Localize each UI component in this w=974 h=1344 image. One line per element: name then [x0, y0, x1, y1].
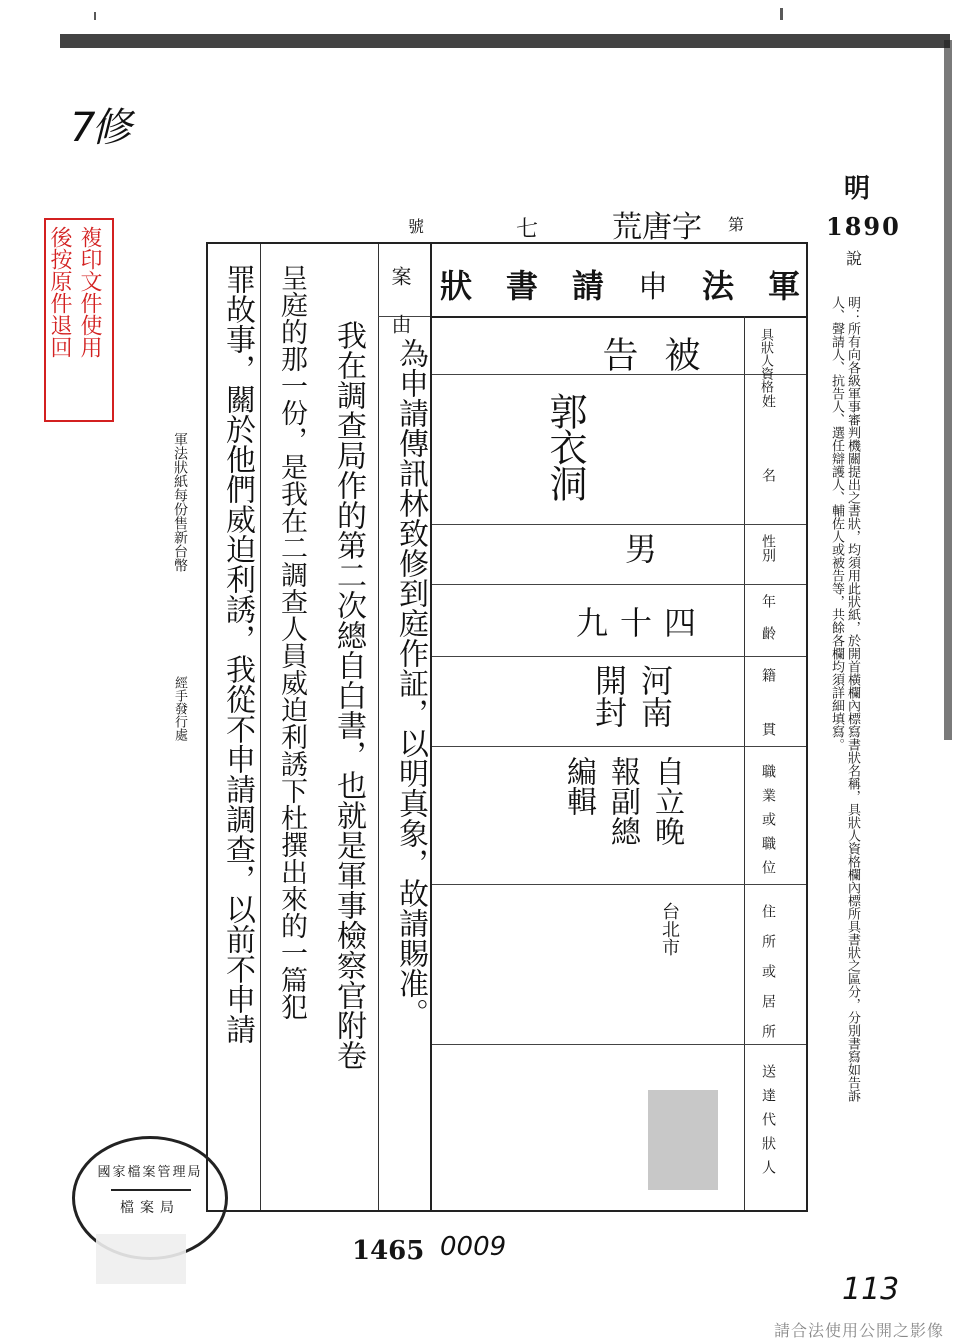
title-divider	[430, 316, 806, 318]
handwritten-mark: 7修	[70, 105, 128, 151]
person-address: 台北市	[659, 902, 680, 956]
red-stamp	[44, 218, 114, 422]
label-age: 年齡	[760, 594, 776, 658]
body-line-1: 我在調查局作的第二次總自白書，也就是軍事檢察官附卷	[331, 320, 366, 1070]
role-char-1: 被	[659, 336, 700, 372]
label-occupation: 職業或職位	[760, 764, 776, 884]
margin-note-price: 軍法狀紙每份售新台幣	[172, 432, 188, 572]
label-service: 送達代狀人	[760, 1064, 776, 1184]
body-line-3: 罪故事，關於他們威迫利誘，我從不申請調查，以前不申請	[220, 264, 255, 1044]
header-explain-text: 明：所有向各級軍事審判機關提出之書狀，均須用此狀紙，於開首橫欄內標寫書狀名稱，具狀人資格欄內標所具書狀之區分，分別書寫如告訴人、聲請人、抗告人、選任辯護人、輔佐人或被告等，共餘各欄均須詳細填寫。	[829, 296, 860, 1102]
red-stamp-line-2: 後按原件退回	[47, 226, 72, 358]
person-name: 郭衣洞	[543, 392, 587, 500]
row-line-3	[432, 584, 806, 585]
header-top-mark: 明	[844, 174, 871, 204]
row-line-4	[432, 656, 806, 657]
title-char-1: 軍	[767, 267, 800, 305]
row-line-6	[432, 884, 806, 885]
header-seven: 七	[516, 217, 539, 242]
scan-bar-top	[60, 34, 950, 48]
title-char-4: 請	[572, 267, 605, 305]
scan-dots-1	[94, 12, 96, 20]
title-char-3: 申	[638, 270, 668, 305]
role-char-2: 告	[597, 336, 638, 372]
petition-form	[206, 242, 808, 1212]
divider-subject-right2	[430, 244, 432, 1210]
divider-subject-right	[378, 244, 379, 1210]
scan-edge-top	[0, 0, 974, 30]
license-notice: 請合法使用公開之影像	[774, 1321, 945, 1340]
circle-stamp-inner-text: 檔案局	[120, 1200, 180, 1216]
stamp-watermark-box	[96, 1234, 186, 1284]
label-address: 住所或居所	[760, 904, 776, 1054]
header-hao: 號	[408, 217, 425, 236]
label-origin: 籍貫	[760, 668, 776, 776]
person-occupation: 自立晚報副總編輯	[561, 756, 684, 846]
label-qualification: 具狀人資格	[758, 328, 773, 393]
folio-number: 113	[842, 1272, 900, 1307]
label-name: 姓名	[760, 394, 776, 542]
person-age: 四十九	[576, 604, 709, 642]
circle-stamp-outer-text: 國家檔案管理局	[97, 1165, 203, 1180]
handwritten-page: 0009	[440, 1232, 507, 1262]
header-number: 1890	[826, 212, 901, 241]
person-origin: 河南開封	[590, 664, 674, 728]
scan-dots-2	[780, 8, 783, 20]
divider-label-column	[744, 316, 745, 1210]
header-explain-label: 說	[846, 249, 863, 268]
header-word-handwritten: 荒唐字	[612, 210, 702, 245]
subject-text: 為申請傳訊林致修到庭作証，以明真象，故請賜准。	[393, 338, 428, 1028]
subject-label: 案由	[388, 266, 412, 362]
circle-stamp-bar	[111, 1189, 191, 1191]
form-title	[440, 258, 800, 310]
scan-bar-right	[944, 40, 952, 740]
row-line-2	[432, 524, 806, 525]
title-char-5: 書	[506, 267, 539, 305]
row-line-7	[432, 1044, 806, 1045]
person-sex: 男	[620, 532, 658, 564]
margin-note-issuer: 經手發行處	[172, 676, 187, 741]
row-line-1	[432, 374, 806, 375]
page-number: 1465	[352, 1236, 425, 1266]
title-char-2: 法	[701, 267, 734, 305]
title-char-6: 狀	[440, 267, 473, 305]
red-stamp-line-1: 複印文件使用	[77, 226, 102, 358]
service-scribble	[648, 1090, 718, 1190]
body-line-2: 呈庭的那一份，是我在二調查人員威迫利誘下杜撰出來的一篇犯	[276, 264, 307, 1020]
header-word-label: 第	[728, 215, 745, 234]
label-sex: 性別	[760, 534, 776, 562]
divider-subject-left	[260, 244, 261, 1210]
